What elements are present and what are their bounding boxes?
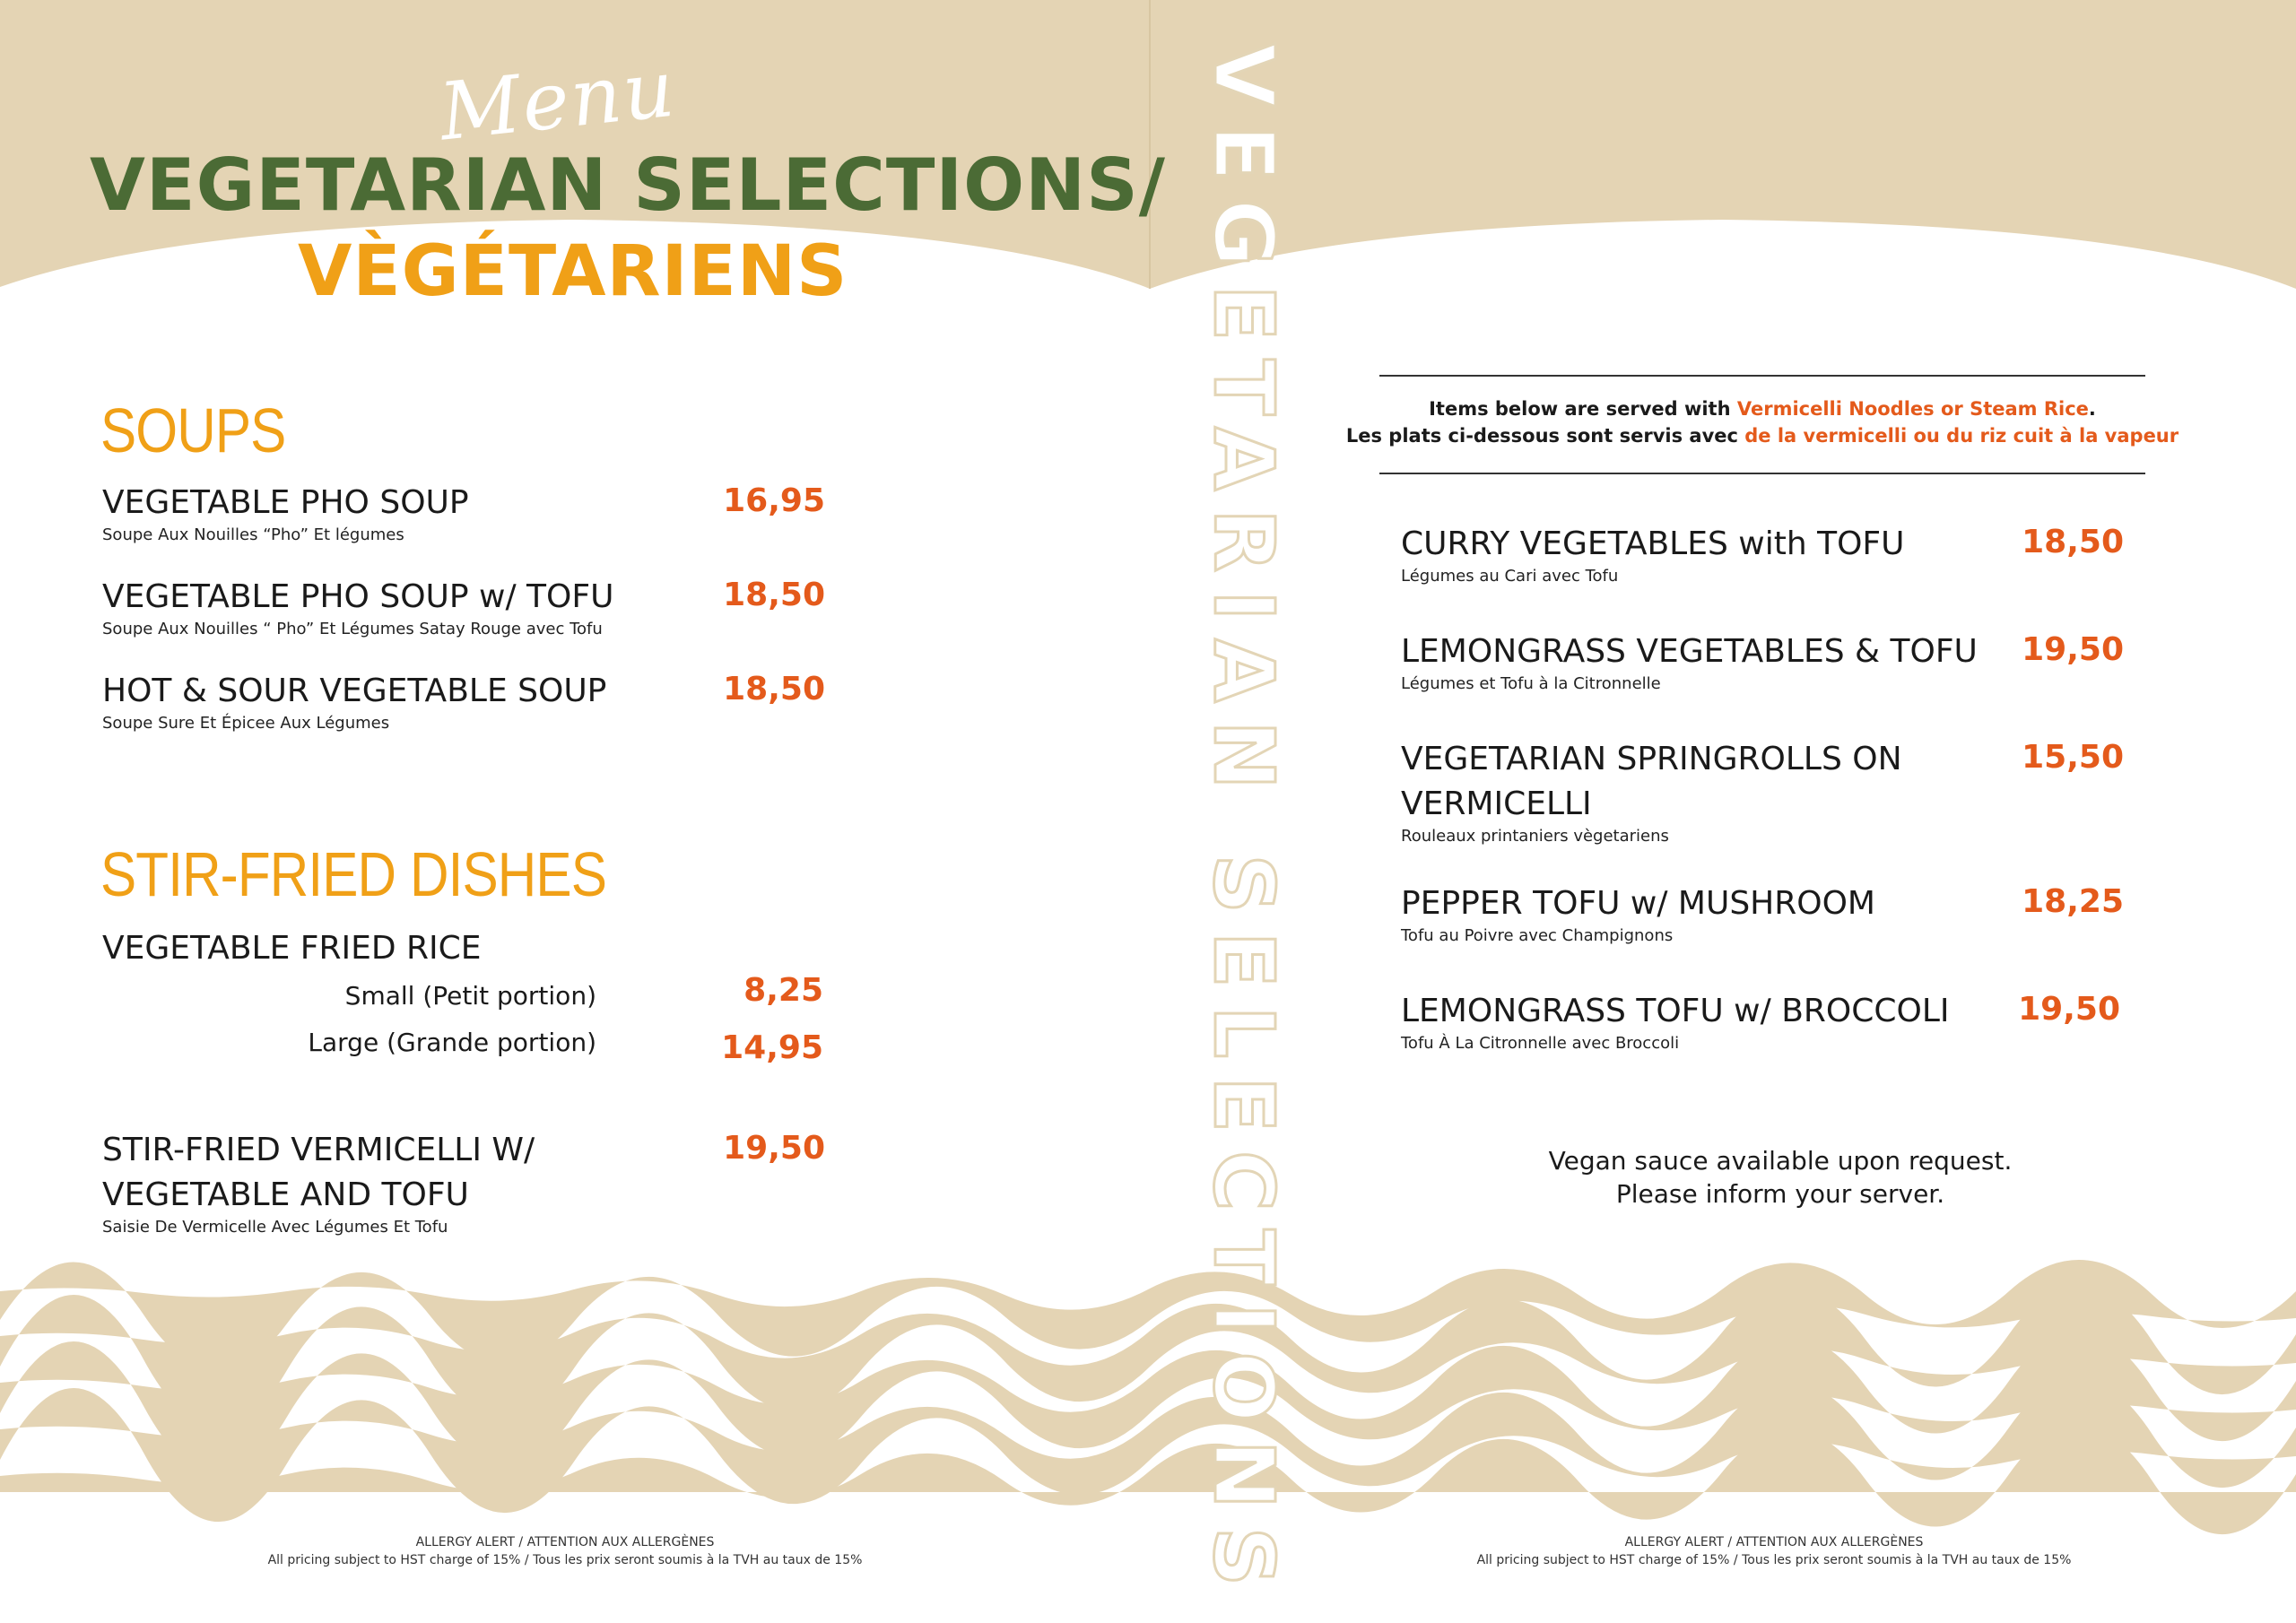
footer-tax: All pricing subject to HST charge of 15% / Tous les prix seront soumis à la TVH au taux de 15%: [1476, 1553, 2072, 1567]
menu-item: [102, 669, 606, 733]
item-price: 19,50: [723, 1130, 825, 1167]
footer-tax: All pricing subject to HST charge of 15% / Tous les prix seront soumis à la TVH au taux de 15%: [267, 1553, 863, 1567]
stirfried-heading: STIR-FRIED DISHES: [100, 839, 607, 909]
item-price-small: 8,25: [744, 972, 823, 1009]
menu-item: [1401, 737, 1902, 846]
item-name: PEPPER TOFU w/ MUSHROOM: [1401, 885, 1875, 922]
item-description: Soupe Aux Nouilles “Pho” Et légumes: [102, 525, 404, 544]
item-name: VEGETABLE PHO SOUP w/ TOFU: [102, 578, 614, 615]
menu-item: [1401, 881, 1875, 945]
item-price: 16,95: [723, 482, 825, 519]
page-title: VEGETARIAN SELECTIONS/: [90, 143, 1166, 227]
note-highlight: Vermicelli Noodles or Steam Rice: [1736, 398, 2089, 420]
page-subtitle: VÈGÉTARIENS: [298, 231, 848, 312]
header-band-right: [1150, 0, 2296, 289]
item-description: Saisie De Vermicelle Avec Légumes Et Tofu: [102, 1218, 448, 1237]
portion-label-small: Small (Petit portion): [344, 981, 596, 1011]
item-name: VEGETABLE PHO SOUP: [102, 484, 469, 521]
menu-item: [102, 1128, 535, 1237]
vegan-note: [1471, 1144, 2090, 1211]
item-description: Soupe Sure Et Épicee Aux Légumes: [102, 714, 390, 733]
note-rule-top: [1379, 375, 2145, 377]
item-description: Légumes au Cari avec Tofu: [1401, 567, 1619, 586]
portion-label-large: Large (Grande portion): [308, 1028, 596, 1057]
footer-allergy: ALLERGY ALERT / ATTENTION AUX ALLERGÈNES: [415, 1535, 715, 1549]
item-price: 18,50: [2022, 524, 2124, 560]
note-text: .: [2088, 398, 2096, 420]
item-description: Tofu À La Citronnelle avec Broccoli: [1401, 1034, 1680, 1053]
item-price: 18,50: [723, 671, 825, 707]
wave-stripes: [0, 1260, 2296, 1534]
menu-script-label: Menu: [435, 41, 681, 159]
item-price: 19,50: [2022, 631, 2124, 668]
item-name: HOT & SOUR VEGETABLE SOUP: [102, 673, 607, 709]
item-description: Légumes et Tofu à la Citronnelle: [1401, 674, 1661, 693]
item-description: Soupe Aux Nouilles “ Pho” Et Légumes Satay Rouge avec Tofu: [102, 620, 603, 638]
menu-item: [1401, 989, 1950, 1053]
menu-item: [102, 575, 613, 638]
item-price: 18,25: [2022, 883, 2124, 920]
menu-item: [102, 481, 469, 544]
item-name: LEMONGRASS TOFU w/ BROCCOLI: [1401, 993, 1950, 1029]
footer-left: [126, 1533, 1004, 1569]
note-text: Les plats ci-dessous sont servis avec: [1345, 425, 1745, 447]
item-name-line1: STIR-FRIED VERMICELLI W/: [102, 1132, 535, 1168]
vegan-note-line1: Vegan sauce available upon request.: [1548, 1146, 2013, 1176]
served-note-fr: [1283, 425, 2242, 447]
footer-right: [1335, 1533, 2213, 1569]
item-name: LEMONGRASS VEGETABLES & TOFU: [1401, 633, 1978, 670]
vegan-note-line2: Please inform your server.: [1615, 1179, 1945, 1209]
item-description: Tofu au Poivre avec Champignons: [1401, 926, 1674, 945]
item-price: 18,50: [723, 577, 825, 613]
note-highlight: de la vermicelli ou du riz cuit à la vapeur: [1744, 425, 2179, 447]
item-name-line1: VEGETARIAN SPRINGROLLS ON: [1401, 741, 1902, 777]
item-name: VEGETABLE FRIED RICE: [102, 930, 482, 967]
vertical-watermark-text: VEGETARIAN SELECTIONS: [1196, 43, 1292, 1605]
item-price: 15,50: [2022, 739, 2124, 776]
menu-item: [1401, 629, 1978, 693]
item-price-large: 14,95: [721, 1029, 823, 1066]
item-name-line2: VERMICELLI: [1401, 785, 1592, 822]
footer-allergy: ALLERGY ALERT / ATTENTION AUX ALLERGÈNES: [1624, 1535, 1924, 1549]
item-description: Rouleaux printaniers vègetariens: [1401, 827, 1669, 846]
item-name-line2: VEGETABLE AND TOFU: [102, 1176, 469, 1213]
item-price: 19,50: [2018, 991, 2120, 1028]
served-note-en: [1283, 398, 2242, 420]
note-rule-bottom: [1379, 473, 2145, 474]
soups-heading: SOUPS: [100, 395, 286, 465]
menu-item: [1401, 522, 1904, 586]
note-text: Items below are served with: [1429, 398, 1737, 420]
item-name: CURRY VEGETABLES with TOFU: [1401, 525, 1905, 562]
